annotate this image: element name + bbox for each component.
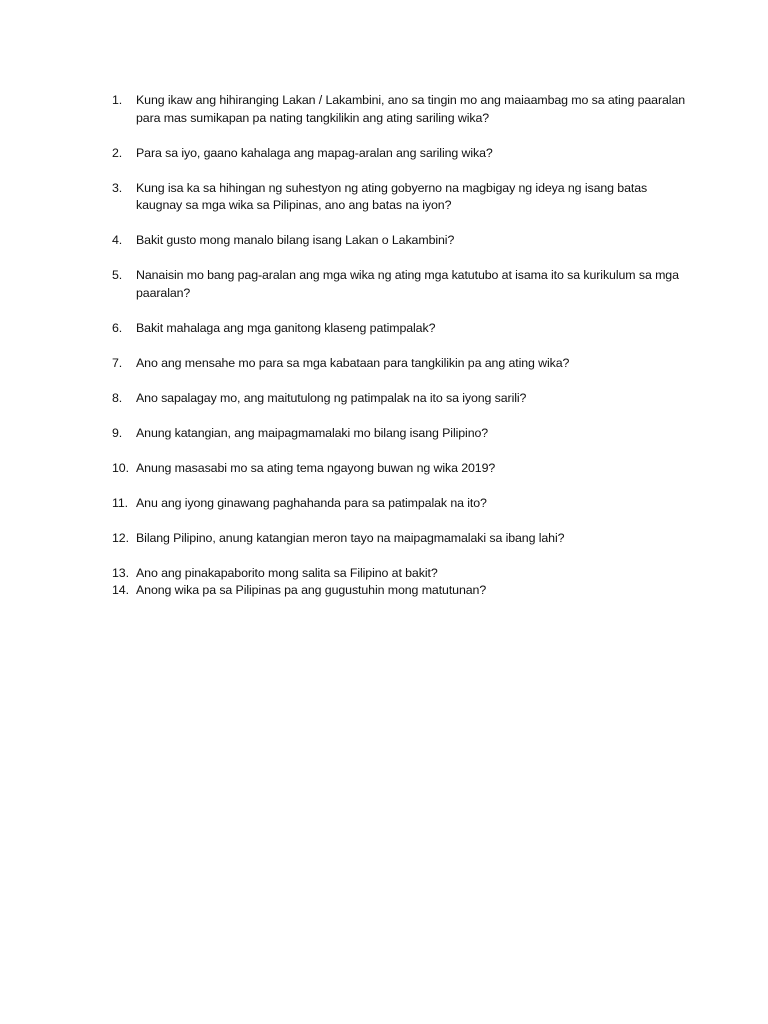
question-item-13 (112, 565, 692, 583)
question-number-14: 14. (112, 583, 129, 597)
question-text-4: Bakit gusto mong manalo bilang isang Lakan o Lakambini? (136, 233, 455, 247)
question-number-8: 8. (112, 390, 123, 405)
question-number-5: 5. (112, 268, 123, 282)
question-text-14: Anong wika pa sa Pilipinas pa ang gugustuhin mong matutunan? (136, 583, 487, 597)
question-number-2: 2. (112, 145, 123, 160)
question-text-3: Kung isa ka sa hihingan ng suhestyon ng ating gobyerno na magbigay ng ideya ng isang batas kaugnay sa mga wika sa Pilipinas, ano ang batas na iyon? (136, 180, 648, 212)
question-text-9: Anung katangian, ang maipagmamalaki mo bilang isang Pilipino? (136, 425, 489, 440)
question-number-7: 7. (112, 355, 123, 370)
question-number-4: 4. (112, 233, 123, 247)
question-number-11: 11. (112, 495, 129, 510)
question-item-11 (112, 495, 692, 513)
question-number-12: 12. (112, 530, 129, 545)
question-item-14 (112, 582, 692, 600)
question-number-9: 9. (112, 425, 123, 440)
question-number-1: 1. (112, 93, 123, 107)
question-item-3 (112, 180, 692, 215)
question-text-5: Nanaisin mo bang pag-aralan ang mga wika ng ating mga katutubo at isama ito sa kurikulum sa mga paaralan? (136, 268, 679, 300)
question-list (112, 92, 692, 600)
question-item-12 (112, 530, 692, 548)
question-number-13: 13. (112, 565, 129, 580)
question-item-6 (112, 320, 692, 338)
question-item-9 (112, 425, 692, 443)
question-item-7 (112, 355, 692, 373)
question-text-1: Kung ikaw ang hihiranging Lakan / Lakambini, ano sa tingin mo ang maiaambag mo sa ating paaralan para mas sumikapan pa nating tangkilikin ang ating sariling wika? (136, 93, 686, 125)
question-number-10: 10. (112, 460, 129, 475)
question-text-11: Anu ang iyong ginawang paghahanda para sa patimpalak na ito? (136, 495, 487, 510)
question-text-10: Anung masasabi mo sa ating tema ngayong buwan ng wika 2019? (136, 460, 496, 475)
question-item-8 (112, 390, 692, 408)
question-text-8: Ano sapalagay mo, ang maitutulong ng patimpalak na ito sa iyong sarili? (136, 390, 527, 405)
question-text-13: Ano ang pinakapaborito mong salita sa Filipino at bakit? (136, 565, 438, 580)
question-number-6: 6. (112, 320, 123, 335)
question-item-10 (112, 460, 692, 478)
question-item-4 (112, 232, 692, 250)
question-text-12: Bilang Pilipino, anung katangian meron tayo na maipagmamalaki sa ibang lahi? (136, 530, 565, 545)
question-text-7: Ano ang mensahe mo para sa mga kabataan para tangkilikin pa ang ating wika? (136, 355, 570, 370)
question-item-5 (112, 267, 692, 302)
question-item-2 (112, 145, 692, 163)
question-text-6: Bakit mahalaga ang mga ganitong klaseng patimpalak? (136, 320, 436, 335)
question-text-2: Para sa iyo, gaano kahalaga ang mapag-aralan ang sariling wika? (136, 145, 493, 160)
question-item-1 (112, 92, 692, 127)
question-number-3: 3. (112, 180, 123, 195)
